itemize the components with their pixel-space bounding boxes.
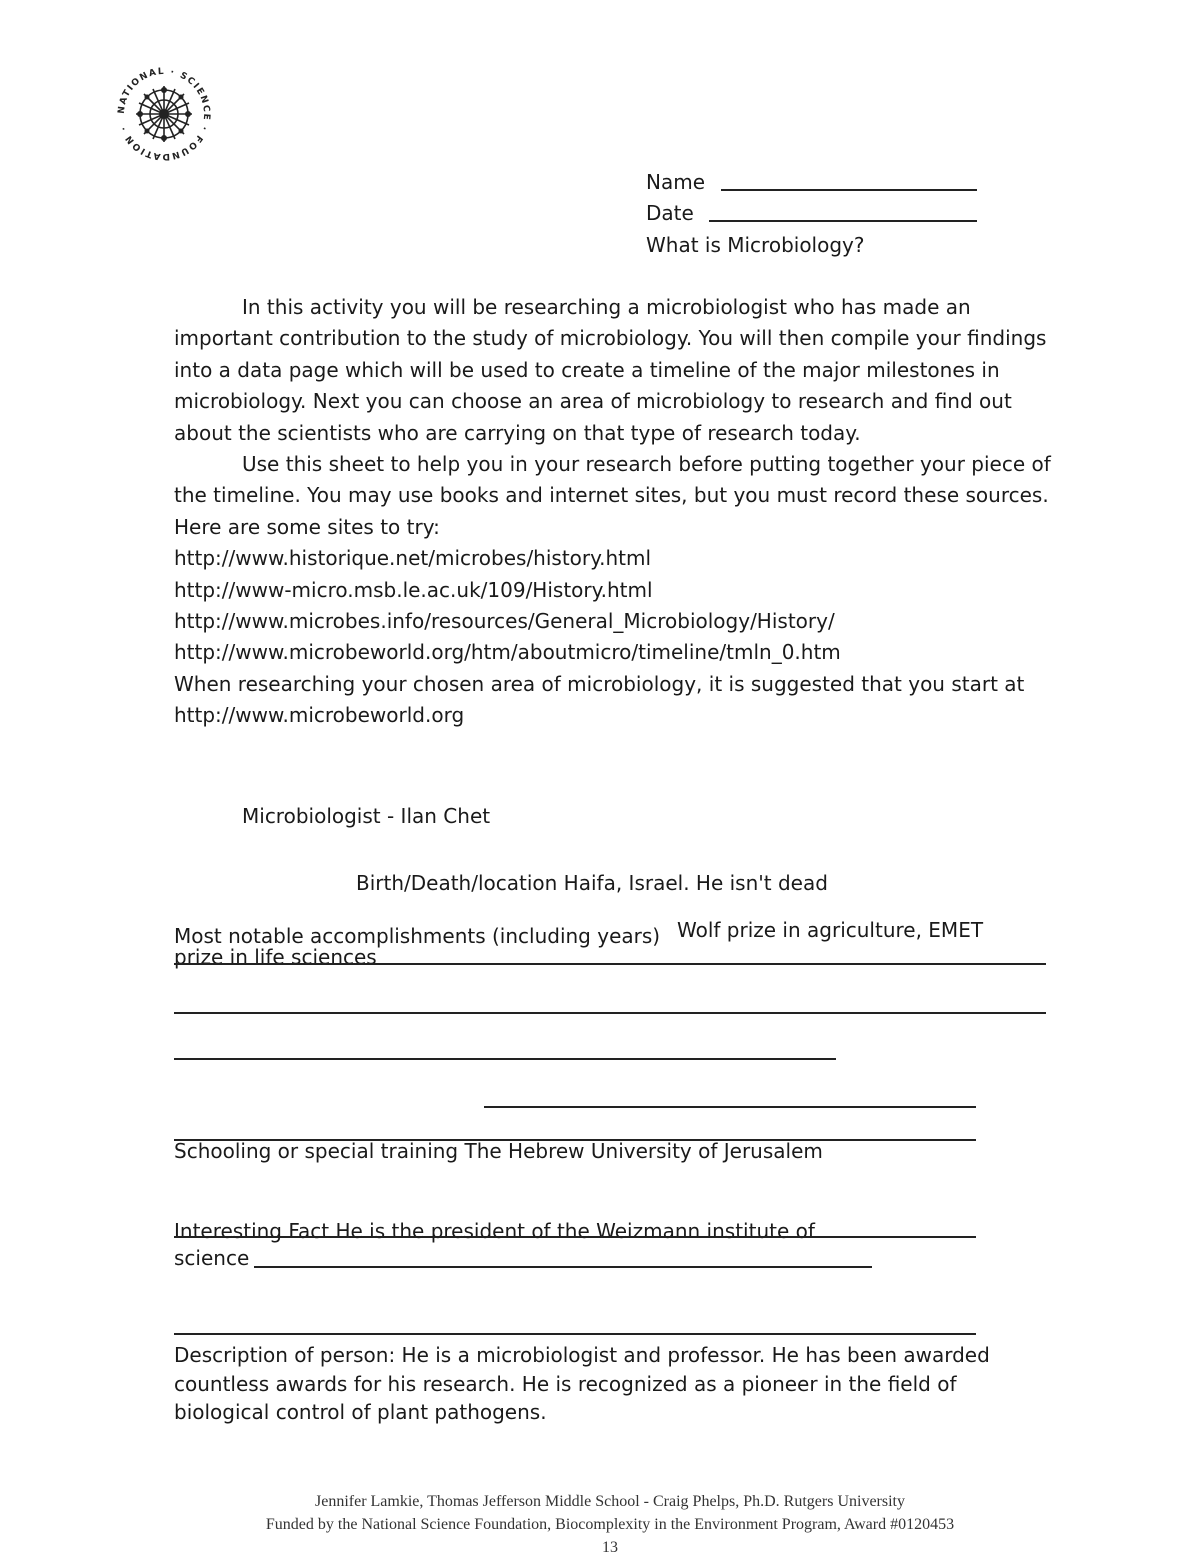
accomplishments-value-2: prize in life sciences bbox=[174, 945, 377, 969]
intro-section bbox=[174, 292, 1054, 732]
intro-paragraph-1: In this activity you will be researching a microbiologist who has made an important contribution to the study of microbiology. You will then compile your findings into a data page which will be used to create a timeline of the major milestones in microbiology. Next you can choose an area of microbiology to research and find out about the scientists who are carrying on that type of research today. bbox=[174, 295, 1047, 445]
description-top-line[interactable] bbox=[174, 1333, 976, 1335]
footer-credits: Jennifer Lamkie, Thomas Jefferson Middle School - Craig Phelps, Ph.D. Rutgers University bbox=[315, 1493, 905, 1510]
link-item[interactable]: http://www.historique.net/microbes/history.html bbox=[174, 546, 652, 571]
link-item[interactable]: http://www-micro.msb.le.ac.uk/109/History.html bbox=[174, 577, 653, 602]
interesting-fact-line[interactable] bbox=[254, 1266, 872, 1268]
birth-death-location-field: Birth/Death/location Haifa, Israel. He isn't dead bbox=[356, 871, 828, 895]
link-item[interactable]: http://www.microbes.info/resources/General_Microbiology/History/ bbox=[174, 609, 835, 634]
accomplishments-line-2[interactable] bbox=[174, 1012, 1046, 1014]
intro-paragraph-2: Use this sheet to help you in your research before putting together your piece of the timeline. You may use books and internet sites, but you must record these sources. Here are some sites to try: bbox=[174, 452, 1051, 539]
footer-funding: Funded by the National Science Foundation, Biocomplexity in the Environment Program, Award #0120453 bbox=[265, 1516, 955, 1533]
description-field: Description of person: He is a microbiologist and professor. He has been awarded countless awards for his research. He is recognized as a pioneer in the field of biological control of plant pathogens. bbox=[174, 1343, 990, 1424]
microbiologist-field: Microbiologist - Ilan Chet bbox=[242, 804, 491, 828]
name-line[interactable] bbox=[721, 189, 977, 191]
accomplishments-line-3[interactable] bbox=[174, 1058, 836, 1060]
suggestion-text: When researching your chosen area of microbiology, it is suggested that you start at http://www.microbeworld.org bbox=[174, 671, 1025, 728]
accomplishments-line-4[interactable] bbox=[484, 1106, 976, 1108]
interesting-fact-line-2: science bbox=[174, 1246, 250, 1270]
accomplishments-value-1: Wolf prize in agriculture, EMET bbox=[677, 918, 984, 942]
name-label: Name bbox=[646, 170, 706, 194]
svg-text:NATIONAL · SCIENCE · FOUNDATIO: NATIONAL · SCIENCE · FOUNDATION · bbox=[116, 66, 212, 162]
nsf-seal-icon bbox=[112, 62, 216, 166]
interesting-fact-line-1: Interesting Fact He is the president of the Weizmann institute of bbox=[174, 1219, 815, 1243]
date-line[interactable] bbox=[709, 220, 977, 222]
interesting-fact-strike[interactable] bbox=[174, 1236, 976, 1238]
page-number: 13 bbox=[602, 1539, 618, 1556]
schooling-field: Schooling or special training The Hebrew University of Jerusalem bbox=[174, 1139, 823, 1163]
date-label: Date bbox=[646, 201, 694, 225]
accomplishments-label: Most notable accomplishments (including years) bbox=[174, 924, 661, 948]
worksheet-title: What is Microbiology? bbox=[646, 233, 865, 257]
accomplishments-line-1[interactable] bbox=[174, 963, 1046, 965]
link-item[interactable]: http://www.microbeworld.org/htm/aboutmicro/timeline/tmln_0.htm bbox=[174, 640, 841, 665]
nsf-logo bbox=[112, 62, 216, 166]
